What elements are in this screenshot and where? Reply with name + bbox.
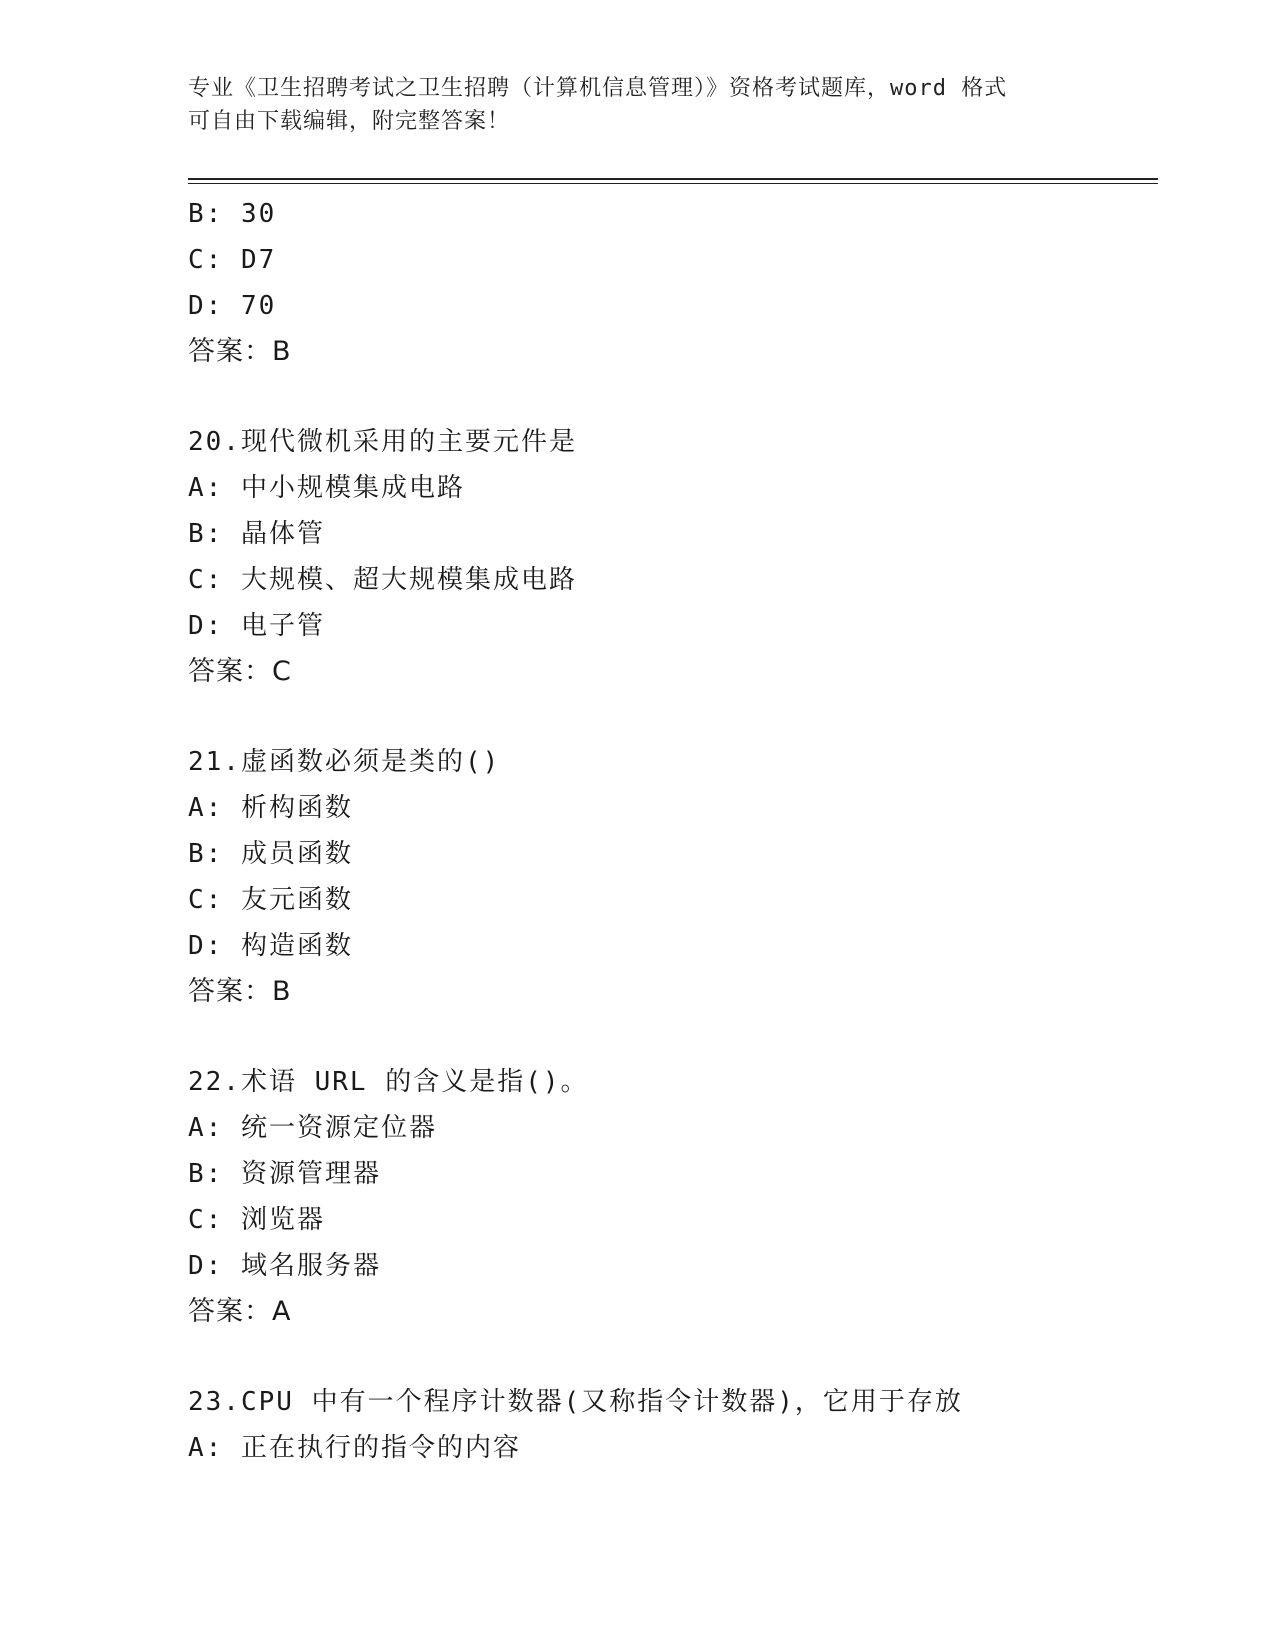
- option-c: C: D7: [188, 245, 277, 275]
- question-21: [188, 739, 1158, 1015]
- option-d: D: 域名服务器: [188, 1251, 381, 1281]
- option-d: D: 构造函数: [188, 931, 353, 961]
- question-continued: [188, 191, 1158, 375]
- question-text: 21.虚函数必须是类的(): [188, 747, 501, 777]
- document-header: [188, 72, 1088, 138]
- option-b: B: 成员函数: [188, 839, 353, 869]
- header-divider-thin: [188, 183, 1158, 184]
- header-title-line-1: 专业《卫生招聘考试之卫生招聘（计算机信息管理）》资格考试题库，word 格式: [188, 76, 1008, 101]
- option-b: B: 30: [188, 199, 277, 229]
- option-b: B: 资源管理器: [188, 1159, 381, 1189]
- answer: 答案：C: [188, 656, 292, 687]
- option-c: C: 友元函数: [188, 885, 353, 915]
- option-c: C: 浏览器: [188, 1205, 325, 1235]
- question-text: 22.术语 URL 的含义是指()。: [188, 1067, 589, 1097]
- question-22: [188, 1059, 1158, 1335]
- question-text: 20.现代微机采用的主要元件是: [188, 427, 577, 457]
- option-d: D: 70: [188, 291, 277, 321]
- option-a: A: 统一资源定位器: [188, 1113, 437, 1143]
- answer: 答案：B: [188, 976, 292, 1007]
- answer: 答案：B: [188, 336, 292, 367]
- header-divider-thick: [188, 178, 1158, 180]
- answer: 答案：A: [188, 1296, 292, 1327]
- option-a: A: 正在执行的指令的内容: [188, 1433, 521, 1463]
- option-b: B: 晶体管: [188, 519, 325, 549]
- option-a: A: 中小规模集成电路: [188, 473, 465, 503]
- option-c: C: 大规模、超大规模集成电路: [188, 565, 577, 595]
- question-23: [188, 1379, 1158, 1471]
- question-list: [188, 191, 1158, 1471]
- question-20: [188, 419, 1158, 695]
- option-d: D: 电子管: [188, 611, 325, 641]
- question-text: 23.CPU 中有一个程序计数器(又称指令计数器)，它用于存放: [188, 1387, 963, 1417]
- header-title-line-2: 可自由下载编辑，附完整答案！: [188, 109, 511, 134]
- option-a: A: 析构函数: [188, 793, 353, 823]
